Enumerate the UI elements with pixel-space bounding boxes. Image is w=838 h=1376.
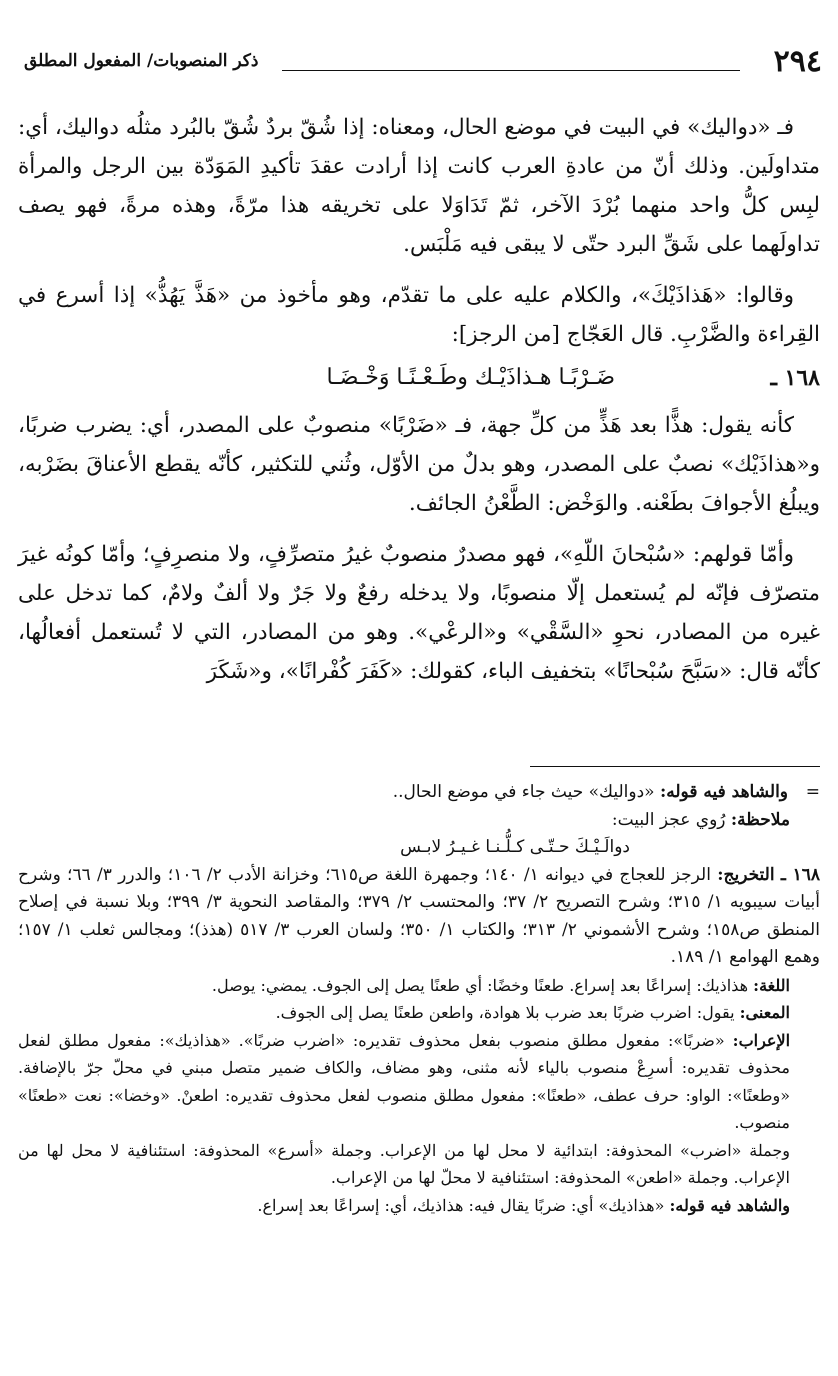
note-label: ملاحظة: xyxy=(730,809,790,830)
note-mana xyxy=(18,999,820,1027)
note-text: رُوي عجز البيت: xyxy=(611,809,726,830)
note-label: والشاهد فيه قوله: xyxy=(669,1195,790,1215)
footnotes xyxy=(18,779,820,1219)
header-rule xyxy=(282,70,740,71)
note-text: الرجز للعجاج في ديوانه ١/ ١٤٠؛ وجمهرة اللغة ص٦١٥؛ وخزانة الأدب ٢/ ١٠٦؛ والدرر ٣/ ٦٦؛ وشرح أبيات سيبويه ١/ ٣١٥؛ وشرح التصريح ٢/ ٣٧؛ والمحتسب ٢/ ٣٧٩؛ والمقاصد النحوية ٣/ ٣٩٩؛ وبلا نسبة في إصلاح المنطق ص١٥٨؛ وشرح الأشموني ٢/ ٣١٣؛ والكتاب ١/ ٣٥٠؛ ولسان العرب ٣/ ٥١٧ (هذذ)؛ ومجالس ثعلب ١/ ١٥٧؛ وهمع الهوامع ١/ ١٨٩. xyxy=(18,864,820,967)
note-jumla: وجملة «اضرب» المحذوفة: ابتدائية لا محل لها من الإعراب. وجملة «أسرع» المحذوفة: استئنافية لا محل لها من الإعراب. وجملة «اطعن» المحذوفة: استئنافية لا محلّ لها من الإعراب. xyxy=(18,1140,790,1187)
note-label: الإعراب: xyxy=(732,1030,791,1050)
note-label: اللغة: xyxy=(753,975,790,995)
note-irab xyxy=(18,1027,820,1137)
note-text: «دواليك» حيث جاء في موضع الحال.. xyxy=(392,782,655,802)
note-text: هذاذيك: إسراعًا بعد إسراع. طعنًا وخضًا: أي طعنًا يصل إلى الجوف. يمضي: يوصل. xyxy=(211,975,749,995)
running-header xyxy=(24,42,822,82)
main-text xyxy=(18,108,820,691)
note-text: «ضربًا»: مفعول مطلق منصوب بفعل محذوف تقديره: «اضرب ضربًا». «هذاذيك»: مفعول مطلق لفعل محذوف تقديره: أسرِعْ منصوب بالياء لأنه مثنى، وهو مضاف، والكاف ضمير متصل مبني في محلّ جرّ بالإضافة. «وطعنًا»: الواو: حرف عطف، «طعنًا»: مفعول مطلق منصوب لفعل محذوف تقديره: اطعنْ. «وخضا»: نعت «طعنًا» منصوب. xyxy=(18,1030,790,1132)
note-alt-verse: دوالَـيْـكَ حـتّـى كـلُّـنـا غـيـرُ لابـس xyxy=(400,837,630,857)
note-lugha xyxy=(18,972,820,1000)
paragraph-dawalik: فـ «دواليك» في البيت في موضع الحال، ومعناه: إذا شُقّ بردٌ شُقّ بالبُرد مثلُه دواليك، أي: متداولَين. وذلك أنّ من عادةِ العرب كانت إذا أرادت عقدَ تأكيدِ المَوَدّة بين الرجل والمرأة لبِس كلُّ واحد منهما بُرْدَ الآخر، ثمّ تَدَاوَلا على تخريقه هذا مرّةً، وهذه مرةً، فهو يصف تداولَهما على شَقِّ البرد حتّى لا يبقى فيه مَلْبَس. xyxy=(18,115,820,257)
note-label: المعنى: xyxy=(739,1003,790,1022)
verse-text: ضَـرْبًـا هـذاذَيْـك وطَـعْـنًـا وَخْـضَـا xyxy=(326,365,615,390)
note-shahid xyxy=(18,779,820,807)
paragraph-subhan: وأمّا قولهم: «سُبْحانَ اللّهِ»، فهو مصدرٌ منصوبٌ غيرُ متصرِّفٍ، ولا منصرِفٍ؛ وأمّا كونُه غيرَ متصرّف فإنّه لم يُستعمل إلّا منصوبًا، ولا يدخله رفعٌ ولا جَرٌ ولا ألفٌ ولامٌ، كما تدخل على غيره من المصادر، نحوِ «السَّقْي» و«الرعْي». وهو من المصادر، التي لا تُستعمل أفعالُها، كأنّه قال: «سَبَّحَ سُبْحانًا» بتخفيف الباء، كقولك: «كَفَرَ كُفْرانًا»، و«شَكَرَ xyxy=(18,542,820,684)
note-label: والشاهد فيه قوله: xyxy=(659,782,788,802)
continuation-mark: = xyxy=(805,782,820,802)
chapter-title: ذكر المنصوبات/ المفعول المطلق xyxy=(24,51,259,71)
note-shahid-final xyxy=(18,1192,820,1220)
note-mulahaza xyxy=(18,807,820,835)
paragraph-explanation: كأنه يقول: هذًّا بعد هَذٍّ من كلِّ جهة، فـ «ضَرْبًا» منصوبٌ على المصدر، أي: يضرب ضربًا، و«هذاذَيْك» نصبٌ على المصدر، وهو بدلٌ من الأوّل، وثُني للتكثير، كأنّه يقطع الأعناقَ بضَرْبه، ويبلُغ الأجوافَ بطَعْنه. والوَخْض: الطَّعْنُ الجائف. xyxy=(18,413,820,516)
note-text: «هذاذيك» أي: ضربًا يقال فيه: هذاذيك، أي: إسراعًا بعد إسراع. xyxy=(257,1195,665,1215)
note-takhrij xyxy=(18,862,820,972)
footnote-rule xyxy=(530,766,820,767)
page-number: ٢٩٤ xyxy=(773,44,822,79)
verse-block xyxy=(18,356,820,400)
note-number: ١٦٨ ـ xyxy=(780,864,820,885)
note-text: يقول: اضرب ضربًا بعد ضرب بلا هوادة، واطعن طعنًا يصل إلى الجوف. xyxy=(275,1003,735,1022)
paragraph-hadhadhayk: وقالوا: «هَذاذَيْكَ»، والكلام عليه على ما تقدّم، وهو مأخوذ من «هَذَّ يَهُذُّ» إذا أسرع في القِراءة والضَّرْبِ. قال العَجّاج [من الرجز]: xyxy=(18,283,820,347)
verse-number: ١٦٨ ـ xyxy=(770,365,820,391)
note-label: التخريج: xyxy=(717,864,775,885)
